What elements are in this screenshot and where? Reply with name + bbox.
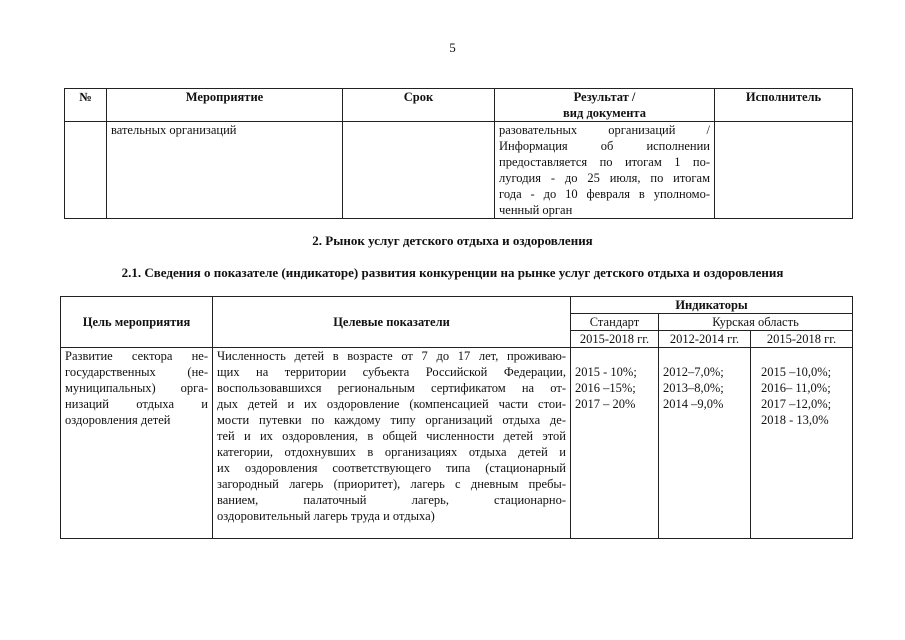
section-title: 2. Рынок услуг детского отдыха и оздоровления bbox=[312, 233, 593, 248]
standard-value: 2015 - 10%; bbox=[575, 365, 637, 379]
result-line: Информация об исполнении bbox=[499, 139, 710, 153]
target-line: оздоровительный лагерь труда и отдыха) bbox=[217, 509, 435, 523]
header-period-kursk-2: 2015-2018 гг. bbox=[751, 331, 853, 348]
result-line: года - до 10 февраля в уполномо- bbox=[499, 187, 710, 201]
header-executor: Исполнитель bbox=[715, 89, 853, 122]
activities-table bbox=[64, 88, 853, 219]
header-period-kursk-1: 2012-2014 гг. bbox=[659, 331, 751, 348]
header-result-line-1: Результат / bbox=[573, 90, 636, 104]
header-period-standard: 2015-2018 гг. bbox=[571, 331, 659, 348]
header-standard: Стандарт bbox=[571, 314, 659, 331]
standard-value: 2016 –15%; bbox=[575, 381, 636, 395]
header-term: Срок bbox=[343, 89, 495, 122]
target-line: ванием, палаточный лагерь, стационарно- bbox=[217, 493, 566, 507]
header-targets: Целевые показатели bbox=[213, 297, 571, 348]
result-line: ченный орган bbox=[499, 203, 573, 217]
cell-result bbox=[495, 122, 715, 219]
goal-line: государственных (не- bbox=[65, 365, 208, 379]
target-line: дых детей и их оздоровление (компенсацией части стои- bbox=[217, 397, 566, 411]
target-line: категории, отдохнувших в организациях отдыха детей и bbox=[217, 445, 566, 459]
cell-goal bbox=[61, 348, 213, 539]
goal-line: муниципальных) орга- bbox=[65, 381, 208, 395]
target-line: их оздоровления соответствующего типа (стационарный bbox=[217, 461, 566, 475]
table-row bbox=[65, 122, 853, 219]
target-line: тей и их оздоровления, в общей численности детей этой bbox=[217, 429, 566, 443]
page-number: 5 bbox=[449, 40, 456, 55]
indicators-header-row-1 bbox=[61, 297, 853, 314]
target-line: воспользовавшихся региональным сертификатом на от- bbox=[217, 381, 566, 395]
kursk-value: 2014 –9,0% bbox=[663, 397, 724, 411]
target-line: мости путевки по каждому типу организаций отдыха де- bbox=[217, 413, 566, 427]
result-line: лугодия - до 25 июля, по итогам bbox=[499, 171, 710, 185]
subsection-title: 2.1. Сведения о показателе (индикаторе) развития конкуренции на рынке услуг детского отдыха и оздоровления bbox=[121, 265, 784, 280]
cell-targets bbox=[213, 348, 571, 539]
kursk-value: 2018 - 13,0% bbox=[761, 413, 829, 427]
header-kursk: Курская область bbox=[659, 314, 853, 331]
header-number: № bbox=[65, 89, 107, 122]
cell-kursk-2015-2018 bbox=[751, 348, 853, 539]
activities-header-row bbox=[65, 89, 853, 122]
cell-term bbox=[343, 122, 495, 219]
result-line: разовательных организаций / bbox=[499, 123, 710, 137]
cell-number bbox=[65, 122, 107, 219]
table-row bbox=[61, 348, 853, 539]
kursk-value: 2015 –10,0%; bbox=[761, 365, 832, 379]
cell-kursk-2012-2014 bbox=[659, 348, 751, 539]
cell-executor bbox=[715, 122, 853, 219]
kursk-value: 2012–7,0%; bbox=[663, 365, 724, 379]
result-line: предоставляется по итогам 1 по- bbox=[499, 155, 710, 169]
cell-event: вательных организаций bbox=[107, 122, 343, 219]
header-indicators: Индикаторы bbox=[571, 297, 853, 314]
kursk-value: 2016– 11,0%; bbox=[761, 381, 831, 395]
indicators-table bbox=[60, 296, 853, 539]
goal-line: оздоровления детей bbox=[65, 413, 171, 427]
header-result-line-2: вид документа bbox=[563, 106, 646, 120]
header-goal: Цель мероприятия bbox=[61, 297, 213, 348]
target-line: Численность детей в возрасте от 7 до 17 лет, проживаю- bbox=[217, 349, 566, 363]
target-line: щих на территории субъекта Российской Федерации, bbox=[217, 365, 566, 379]
header-event: Мероприятие bbox=[107, 89, 343, 122]
kursk-value: 2017 –12,0%; bbox=[761, 397, 832, 411]
goal-line: Развитие сектора не- bbox=[65, 349, 208, 363]
standard-value: 2017 – 20% bbox=[575, 397, 636, 411]
cell-standard-values bbox=[571, 348, 659, 539]
header-result bbox=[495, 89, 715, 122]
target-line: загородный лагерь (приоритет), лагерь с дневным пребы- bbox=[217, 477, 566, 491]
kursk-value: 2013–8,0%; bbox=[663, 381, 724, 395]
goal-line: низаций отдыха и bbox=[65, 397, 208, 411]
